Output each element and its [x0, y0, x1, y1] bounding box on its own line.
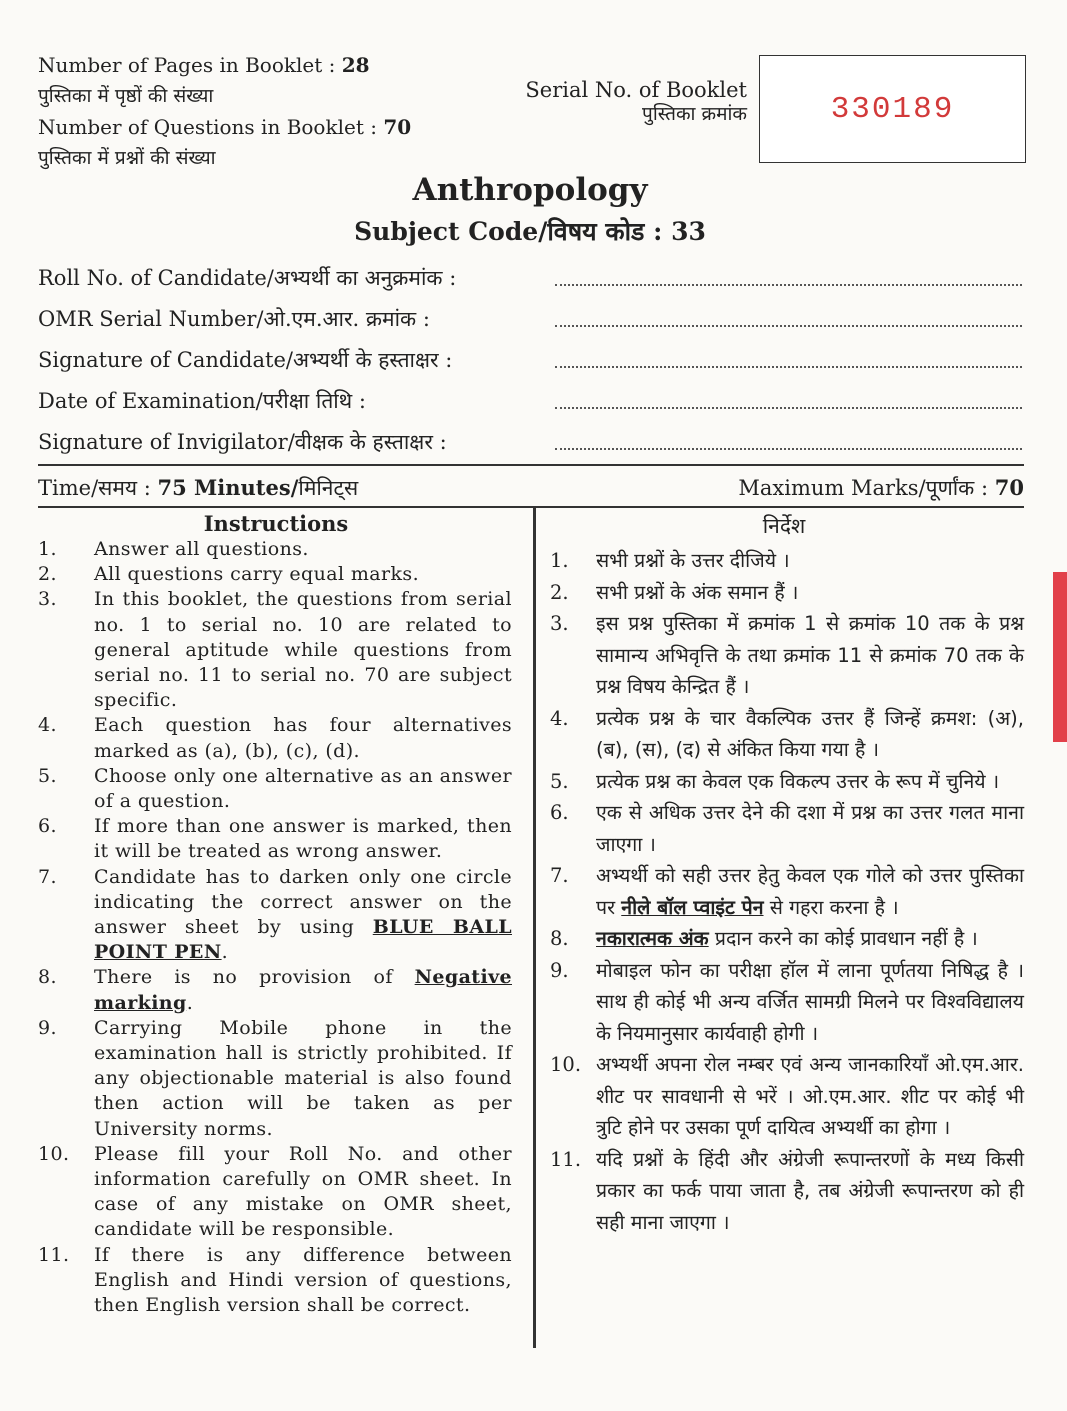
field-omr-serial-label: OMR Serial Number/ओ.एम.आर. क्रमांक : [38, 307, 430, 331]
questions-label: Number of Questions in Booklet : [38, 115, 377, 139]
questions-line [38, 112, 508, 143]
instruction-item [538, 608, 1024, 703]
instruction-number: 6. [38, 815, 57, 838]
marks-line [640, 474, 1024, 502]
serial-number-box [759, 55, 1026, 163]
time-value: 75 Minutes/ [157, 475, 299, 500]
instruction-number: 5. [38, 764, 57, 787]
instruction-number: 1. [38, 538, 57, 560]
instruction-text: अभ्यर्थी अपना रोल नम्बर एवं अन्य जानकारियाँ ओ.एम.आर. शीट पर सावधानी से भरें । ओ.एम.आर. शीट पर कोई भी त्रुटि होने पर उसका पूर्ण दायित्व अभ्यर्थी का होगा । [596, 1053, 1024, 1139]
instructions-list-en [38, 537, 512, 1318]
instruction-item [538, 955, 1024, 1050]
instruction-number: 6. [550, 801, 569, 824]
instruction-text-after: प्रदान करने का कोई प्रावधान नहीं है । [708, 927, 978, 950]
instruction-item [38, 1243, 512, 1319]
instruction-text: मोबाइल फोन का परीक्षा हॉल में लाना पूर्णतया निषिद्ध है । साथ ही कोई भी अन्य वर्जित सामग्री मिलने पर विश्वविद्यालय के नियमानुसार कार्यवाही होगी । [596, 958, 1024, 1045]
questions-value: 70 [383, 115, 412, 139]
instruction-text: अभ्यर्थी को सही उत्तर हेतु केवल एक गोले को उत्तर पुस्तिका पर [596, 864, 1024, 919]
instruction-item [38, 965, 512, 1015]
subject-code-line [280, 214, 780, 248]
instruction-number: 4. [38, 714, 57, 737]
field-invigilator-signature-label: Signature of Invigilator/वीक्षक के हस्ताक्षर : [38, 430, 447, 454]
instruction-text: सभी प्रश्नों के उत्तर दीजिये । [596, 549, 790, 572]
instruction-number: 9. [550, 958, 569, 982]
instruction-number: 8. [38, 966, 57, 989]
instruction-number: 4. [550, 706, 569, 730]
red-edge-tab [1053, 572, 1067, 742]
instruction-number: 3. [38, 588, 57, 611]
field-exam-date-label: Date of Examination/परीक्षा तिथि : [38, 389, 366, 413]
instruction-item [38, 814, 512, 864]
instruction-number: 2. [550, 580, 569, 604]
instruction-emphasis: BLUE BALL POINT PEN [94, 916, 512, 964]
top-rule [38, 464, 1024, 466]
instruction-item [38, 764, 512, 814]
instruction-text: सभी प्रश्नों के अंक समान हैं । [596, 580, 799, 604]
instructions-heading: Instructions [203, 511, 349, 536]
marks-value: 70 [994, 475, 1024, 500]
instruction-text-after: से गहरा करना है । [763, 895, 899, 919]
instruction-emphasis: Negative marking [94, 966, 512, 1014]
instruction-item [38, 713, 512, 763]
questions-label-hindi: पुस्तिका में प्रश्नों की संख्या [38, 147, 216, 169]
field-omr-serial-line[interactable] [555, 325, 1022, 327]
instruction-emphasis: नकारात्मक अंक [596, 927, 709, 950]
instruction-item [538, 923, 1024, 955]
instruction-number: 9. [38, 1016, 57, 1039]
pages-value: 28 [341, 53, 370, 77]
instruction-text: एक से अधिक उत्तर देने की दशा में प्रश्न का उत्तर गलत माना जाएगा । [596, 801, 1024, 856]
marks-label: Maximum Marks/पूर्णांक : [738, 476, 989, 500]
serial-label-en: Serial No. of Booklet [525, 78, 747, 102]
instruction-item [538, 545, 1024, 577]
instruction-number: 1. [550, 549, 569, 572]
instruction-text-after: . [186, 991, 194, 1014]
column-divider [533, 508, 536, 1348]
instruction-text: If there is any difference between English and Hindi version of questions, then English version shall be correct. [94, 1243, 512, 1317]
instruction-item [38, 1142, 512, 1243]
pages-label: Number of Pages in Booklet : [38, 53, 336, 77]
instruction-text: Carrying Mobile phone in the examination hall is strictly prohibited. If any objectionable material is also found then action will be taken as per University norms. [94, 1016, 512, 1140]
instruction-text: There is no provision of [94, 966, 415, 989]
instruction-text: प्रत्येक प्रश्न का केवल एक विकल्प उत्तर के रूप में चुनिये । [596, 769, 1000, 793]
instruction-item [38, 1016, 512, 1142]
instruction-number: 3. [550, 612, 569, 635]
instruction-item [38, 587, 512, 713]
instruction-number: 8. [550, 927, 569, 950]
instruction-number: 2. [38, 563, 57, 586]
field-roll-no-label: Roll No. of Candidate/अभ्यर्थी का अनुक्रमांक : [38, 266, 457, 290]
pages-line [38, 50, 508, 81]
field-candidate-signature-line[interactable] [555, 366, 1022, 368]
instructions-list-hi [538, 545, 1024, 1238]
instruction-emphasis: नीले बॉल प्वाइंट पेन [621, 895, 764, 919]
instruction-number: 10. [550, 1053, 582, 1076]
time-unit-hindi: मिनिट्स [298, 476, 359, 500]
middle-rule [38, 506, 1024, 508]
subject-code-value: 33 [671, 217, 706, 246]
instruction-text: If more than one answer is marked, then it will be treated as wrong answer. [94, 815, 512, 863]
instruction-item [38, 865, 512, 966]
instruction-number: 5. [550, 769, 569, 793]
instruction-text: Candidate has to darken only one circle indicating the correct answer on the answer sheet by using [94, 865, 512, 939]
instruction-item [538, 766, 1024, 798]
instruction-number: 11. [550, 1147, 582, 1171]
instruction-text: इस प्रश्न पुस्तिका में क्रमांक 1 से क्रमांक 10 तक के प्रश्न सामान्य अभिवृत्ति के तथा क्रमांक 11 से क्रमांक 70 तक के प्रश्न विषय केन्द्रित हैं । [596, 612, 1024, 698]
field-invigilator-signature-line[interactable] [555, 448, 1022, 450]
field-exam-date-line[interactable] [555, 407, 1022, 409]
instruction-number: 7. [38, 865, 57, 888]
instructions-heading-hindi: निर्देश [762, 514, 806, 538]
booklet-meta [38, 50, 508, 174]
time-label: Time/समय : [38, 476, 151, 500]
time-line [38, 474, 358, 502]
instruction-item [538, 577, 1024, 609]
instruction-text-after: . [221, 941, 229, 964]
instruction-item [538, 1049, 1024, 1144]
instruction-text: Each question has four alternatives marked as (a), (b), (c), (d). [94, 714, 512, 762]
instruction-text: All questions carry equal marks. [94, 563, 420, 586]
serial-number: 330189 [830, 91, 955, 127]
instruction-number: 7. [550, 864, 569, 887]
instruction-text: Please fill your Roll No. and other information carefully on OMR sheet. In case of any mistake on OMR sheet, candidate will be responsible. [94, 1142, 512, 1241]
field-roll-no-line[interactable] [555, 284, 1022, 286]
subject-title: Anthropology [412, 172, 648, 208]
instruction-text: In this booklet, the questions from serial no. 1 to serial no. 10 are related to general aptitude while questions from serial no. 11 to serial no. 70 are subject specific. [94, 588, 512, 712]
instruction-text: यदि प्रश्नों के हिंदी और अंग्रेजी रूपान्तरणों के मध्य किसी प्रकार का फर्क पाया जाता है, तब अंग्रेजी रूपान्तरण को ही सही माना जाएगा । [596, 1147, 1024, 1234]
instruction-item [538, 1144, 1024, 1239]
field-candidate-signature-label: Signature of Candidate/अभ्यर्थी के हस्ताक्षर : [38, 348, 453, 372]
instruction-item [538, 797, 1024, 860]
instruction-number: 11. [38, 1243, 70, 1266]
serial-label-hi: पुस्तिका क्रमांक [642, 103, 747, 125]
instruction-text: Answer all questions. [94, 538, 309, 560]
instruction-item [538, 860, 1024, 923]
instruction-item [38, 537, 512, 562]
instruction-number: 10. [38, 1142, 70, 1165]
instruction-text: प्रत्येक प्रश्न के चार वैकल्पिक उत्तर हैं जिन्हें क्रमश: (अ), (ब), (स), (द) से अंकित किया गया है । [596, 706, 1024, 761]
instruction-text: Choose only one alternative as an answer of a question. [94, 764, 512, 813]
serial-label [470, 78, 747, 126]
subject-code-label: Subject Code/विषय कोड : [354, 217, 663, 246]
instruction-item [38, 562, 512, 587]
instruction-item [538, 703, 1024, 766]
pages-label-hindi: पुस्तिका में पृष्ठों की संख्या [38, 85, 214, 107]
